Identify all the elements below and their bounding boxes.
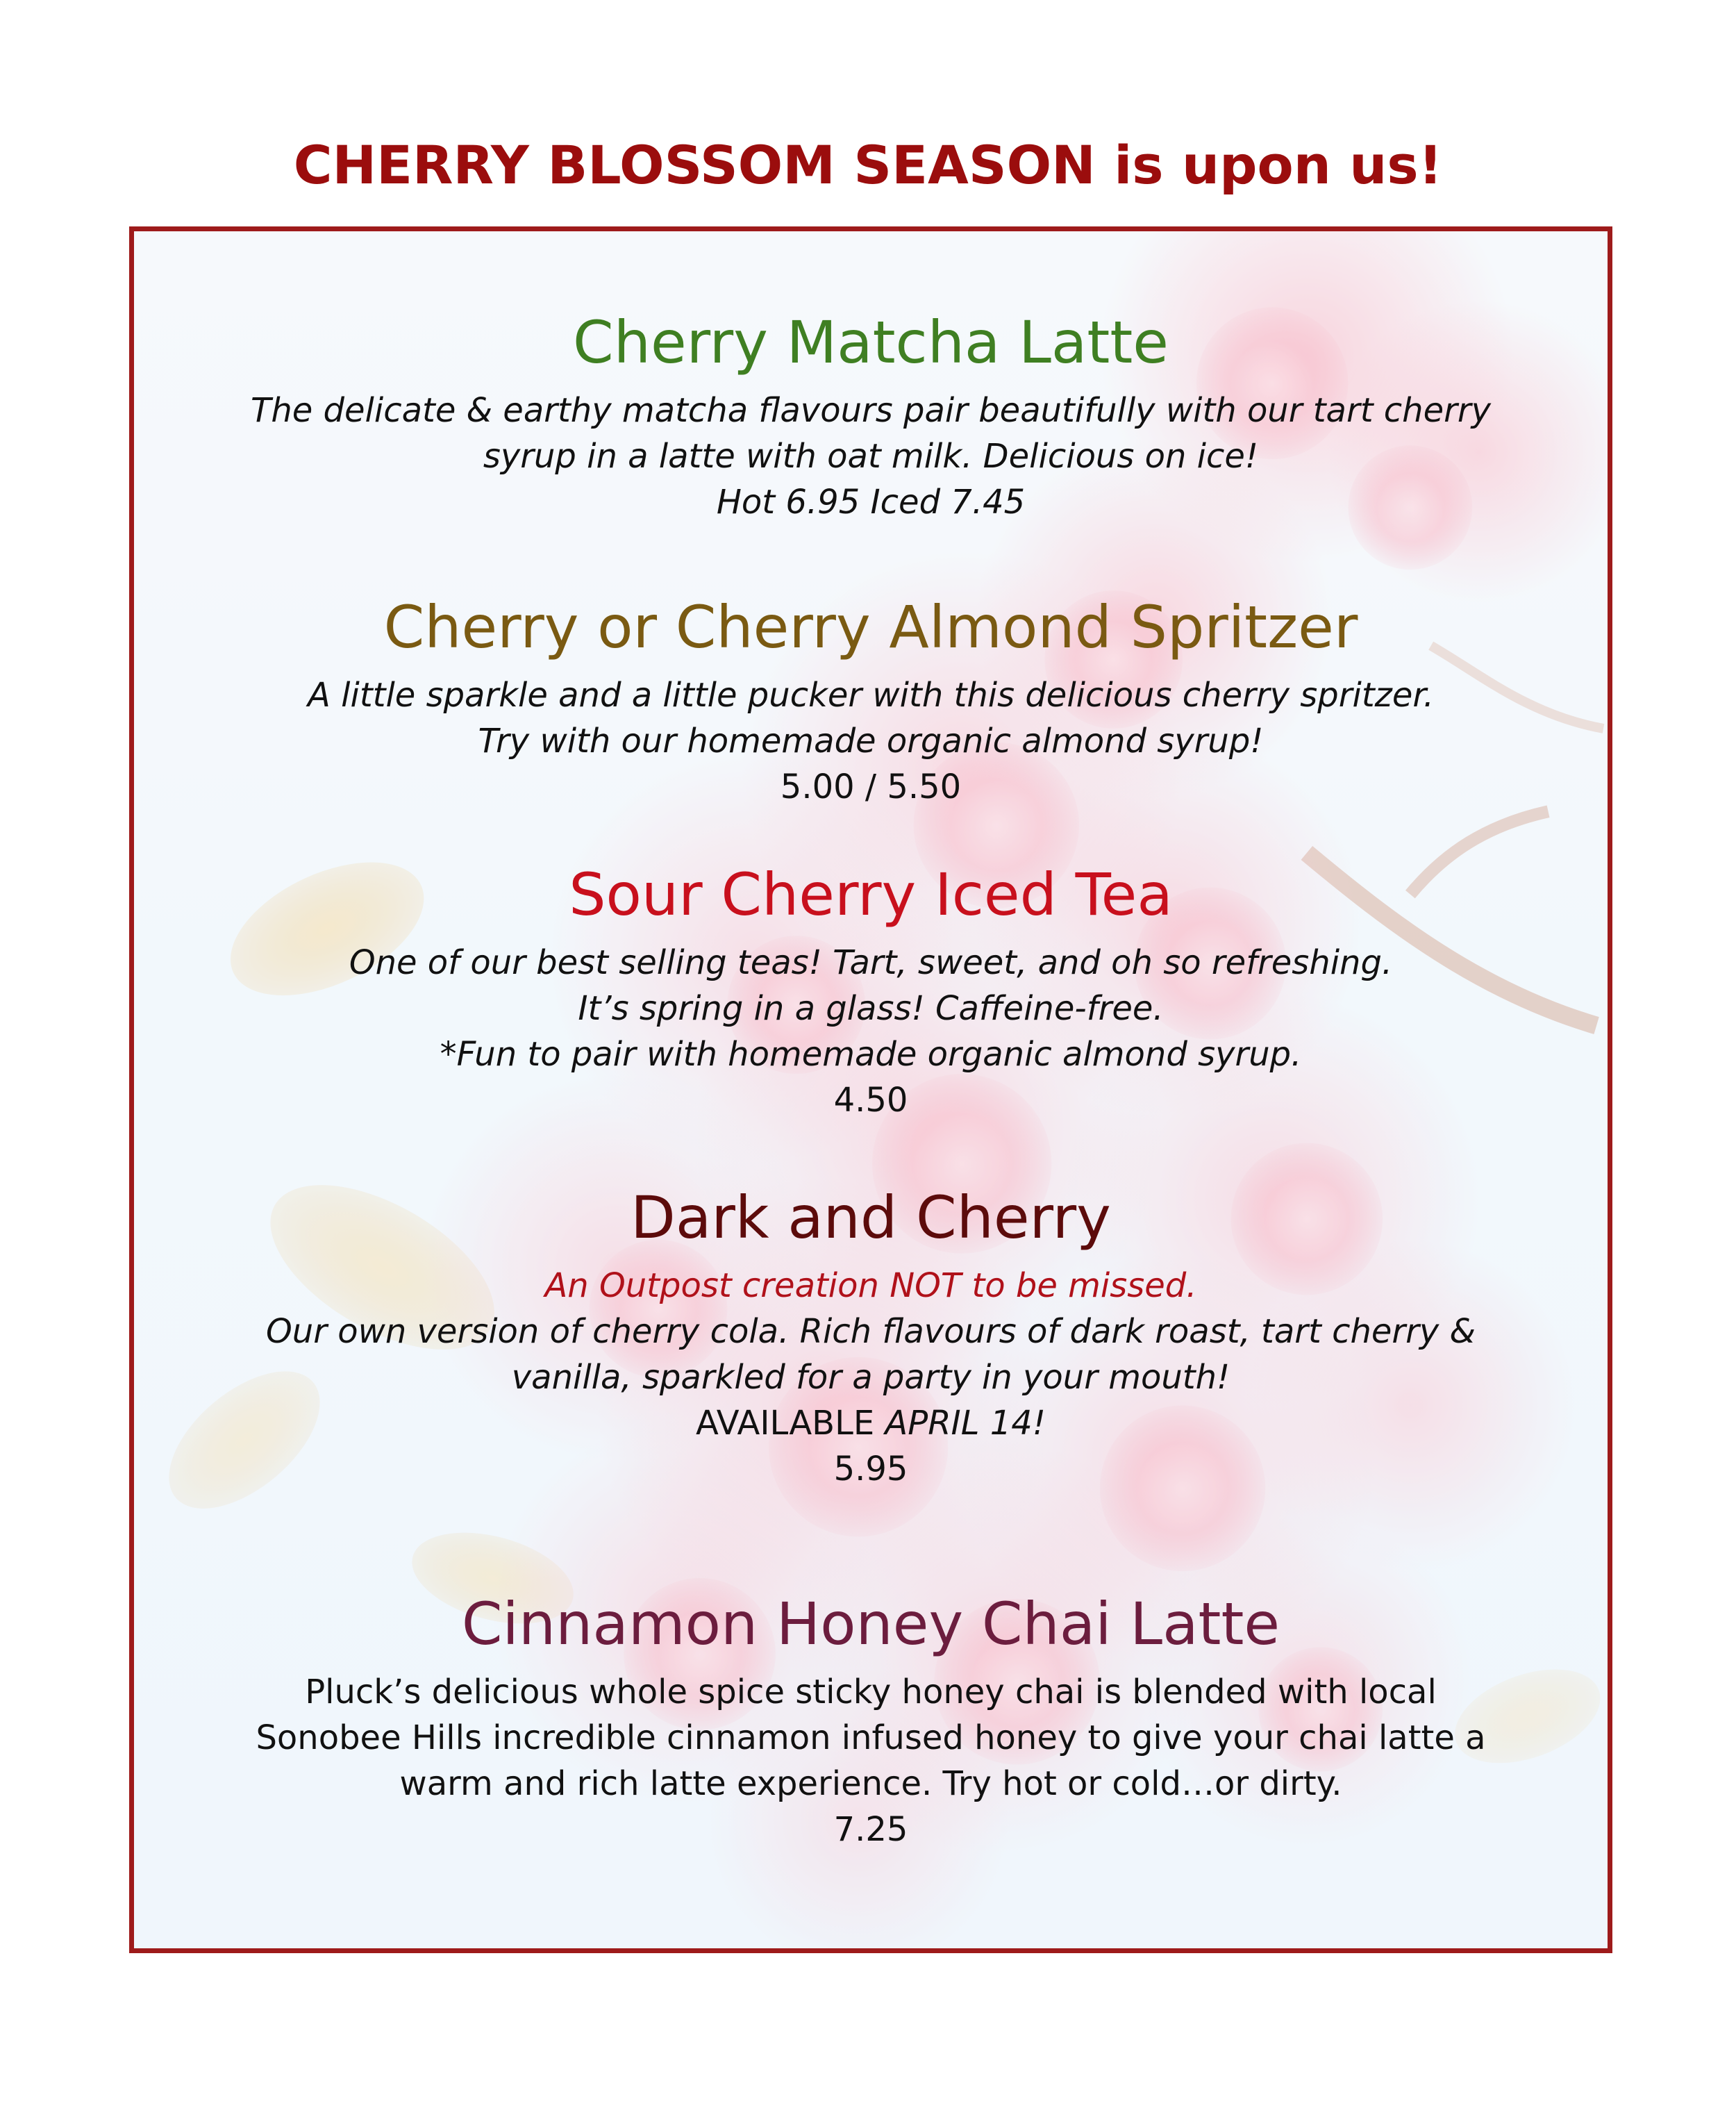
item-name: Dark and Cherry <box>631 1184 1111 1252</box>
availability-date: APRIL 14! <box>885 1404 1046 1443</box>
item-description-line: Try with our homemade organic almond syrup! <box>478 722 1264 761</box>
item-name: Cherry Matcha Latte <box>573 308 1169 376</box>
item-description-line: A little sparkle and a little pucker with this delicious cherry spritzer. <box>308 676 1434 715</box>
item-description-line: Sonobee Hills incredible cinnamon infused honey to give your chai latte a <box>256 1718 1486 1757</box>
item-price: Hot 6.95 Iced 7.45 <box>716 483 1026 522</box>
item-description-line: Pluck’s delicious whole spice sticky honey chai is blended with local <box>305 1673 1437 1711</box>
item-tagline: An Outpost creation NOT to be missed. <box>544 1266 1197 1305</box>
item-name: Sour Cherry Iced Tea <box>569 861 1173 929</box>
item-price: 7.25 <box>833 1810 908 1849</box>
item-description-line: The delicate & earthy matcha flavours pair beautifully with our tart cherry <box>251 391 1491 430</box>
item-description-line: syrup in a latte with oat milk. Delicious on ice! <box>483 437 1259 476</box>
item-description-line: One of our best selling teas! Tart, sweet, and oh so refreshing. <box>349 943 1393 982</box>
item-description-line: Our own version of cherry cola. Rich flavours of dark roast, tart cherry & <box>266 1312 1476 1351</box>
menu-content <box>134 231 1608 1948</box>
item-price: 5.95 <box>833 1450 908 1488</box>
item-description-line: *Fun to pair with homemade organic almond syrup. <box>440 1035 1302 1074</box>
item-description-line: warm and rich latte experience. Try hot or cold…or dirty. <box>399 1764 1342 1803</box>
item-price: 4.50 <box>833 1081 908 1120</box>
availability-label: AVAILABLE <box>695 1404 885 1443</box>
page-title: CHERRY BLOSSOM SEASON is upon us! <box>293 134 1443 196</box>
item-availability <box>134 1400 1608 1446</box>
item-name: Cinnamon Honey Chai Latte <box>461 1590 1280 1658</box>
item-description-line: vanilla, sparkled for a party in your mouth! <box>511 1358 1230 1397</box>
item-description-line: It’s spring in a glass! Caffeine-free. <box>578 989 1164 1028</box>
menu-frame <box>129 226 1612 1953</box>
item-price: 5.00 / 5.50 <box>780 768 962 806</box>
item-name: Cherry or Cherry Almond Spritzer <box>383 593 1358 661</box>
